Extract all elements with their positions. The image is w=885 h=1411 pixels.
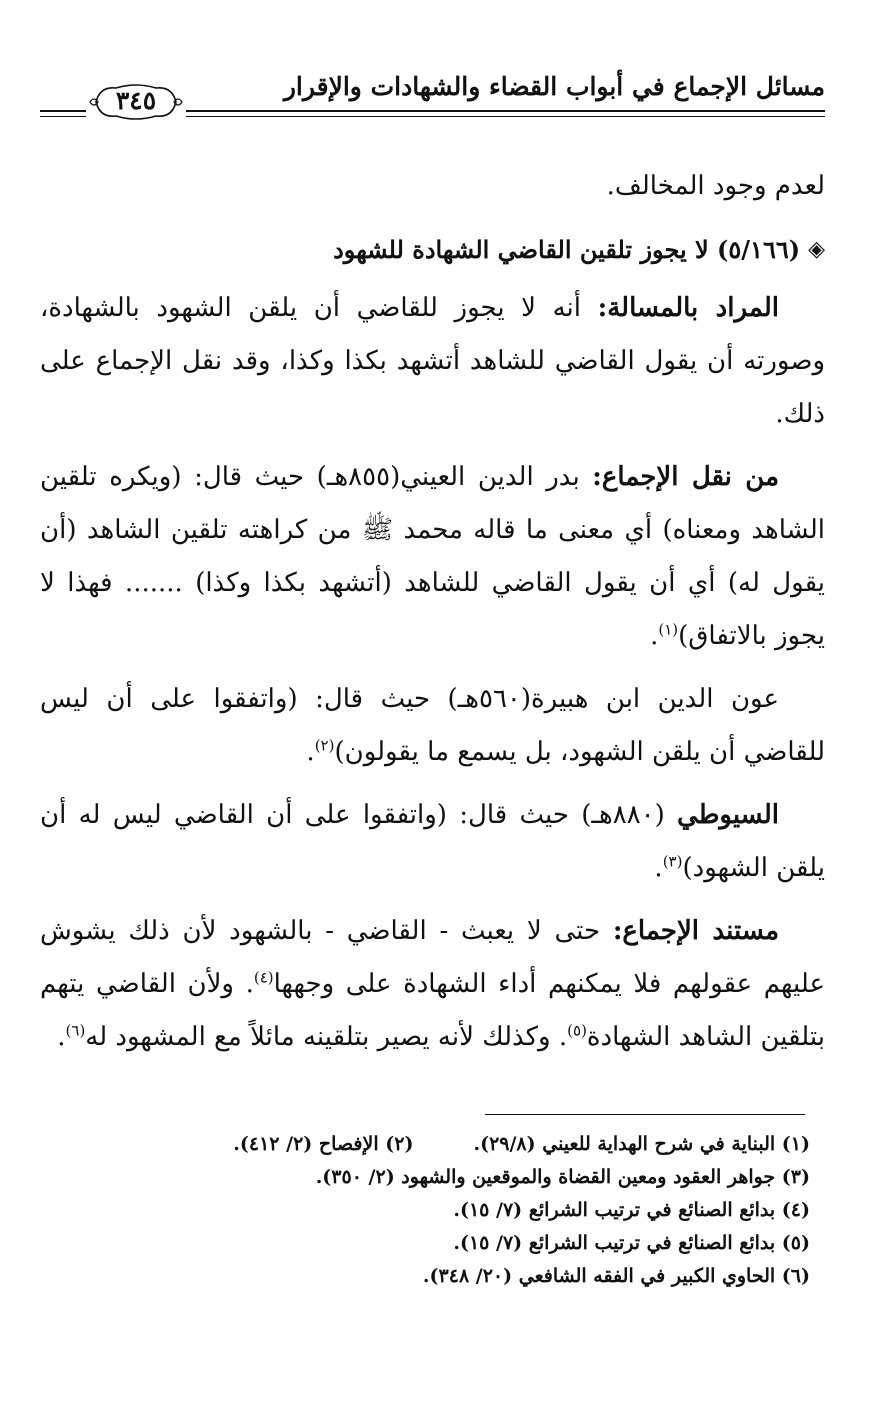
period: .	[654, 853, 663, 883]
basis-text-b: . ولأن القاضي يتهم بتلقين الشاهد الشهادة	[40, 969, 825, 1052]
footnote-row	[40, 1128, 810, 1161]
footnote-ref-1: (١)	[658, 620, 679, 639]
aini-quote: بدر الدين العيني(٨٥٥هـ) حيث قال: (ويكره تلقين الشاهد ومعناه) أي معنى ما قاله محمد ﷺ من كراهته تلقين الشاهد (أن يقول له) أي أن يقول القاضي للشاهد (أتشهد بكذا وكذا) ....... فهذا لا يجوز بالاتفاق)	[40, 462, 825, 651]
page-number: ٣٤٥	[115, 86, 157, 115]
footnote-ref-3: (٣)	[662, 852, 683, 871]
suyuti-quote: (٨٨٠هـ) حيث قال: (واتفقوا على أن القاضي ليس له أن يلقن الشهود)	[40, 800, 825, 883]
basis-text-c: . وكذلك لأنه يصير بتلقينه مائلاً مع المشهود له	[85, 1022, 568, 1052]
footnotes	[40, 1128, 810, 1293]
hubayra-quote: عون الدين ابن هبيرة(٥٦٠هـ) حيث قال: (واتفقوا على أن ليس للقاضي أن يلقن الشهود، بل يسمع ما يقولون)	[40, 684, 825, 767]
issue-heading	[40, 223, 825, 276]
basis-text-a: حتى لا يعبث - القاضي - بالشهود لأن ذلك يشوش عليهم عقولهم فلا يمكنهم أداء الشهادة على وجهها	[40, 916, 826, 999]
intro-line	[40, 160, 825, 213]
intro-text: لعدم وجود المخالف.	[606, 171, 825, 201]
paragraph-suyuti	[40, 789, 825, 895]
main-text	[40, 160, 825, 1074]
footnote-ref-4: (٤)	[253, 968, 274, 987]
period: .	[306, 737, 315, 767]
transmitters-label: من نقل الإجماع:	[592, 462, 780, 492]
footnote-separator	[485, 1114, 805, 1115]
footnote-ref-6: (٦)	[65, 1021, 86, 1040]
footnote-ref-2: (٢)	[314, 736, 335, 755]
diamond-bullet-icon: ◈	[808, 236, 825, 262]
meaning-label: المراد بالمسالة:	[597, 293, 780, 323]
page-header	[40, 68, 825, 128]
meaning-text: أنه لا يجوز للقاضي أن يلقن الشهود بالشهادة، وصورته أن يقول القاضي للشاهد أتشهد بكذا وكذا، وقد نقل الإجماع على ذلك.	[40, 293, 825, 429]
footnote-ref-5: (٥)	[567, 1021, 587, 1040]
suyuti-label: السيوطي	[677, 800, 780, 830]
running-title: مسائل الإجماع في أبواب القضاء والشهادات والإقرار	[283, 72, 825, 101]
issue-heading-text: (٥/١٦٦) لا يجوز تلقين القاضي الشهادة للشهود	[333, 235, 801, 264]
footnote-3: (٣) جواهر العقود ومعين القضاة والموقعين والشهود (٢/ ٣٥٠).	[315, 1166, 810, 1188]
footnote-1: (١) البناية في شرح الهداية للعيني (٢٩/٨).	[473, 1133, 810, 1155]
period: .	[650, 621, 659, 651]
paragraph-basis	[40, 905, 825, 1064]
footnote-5: (٥) بدائع الصنائع في ترتيب الشرائع (٧/ ١٥).	[453, 1232, 810, 1254]
basis-label: مستند الإجماع:	[612, 916, 779, 946]
page-number-ornament	[86, 80, 186, 124]
period: .	[57, 1022, 66, 1052]
footnote-4: (٤) بدائع الصنائع في ترتيب الشرائع (٧/ ١٥).	[453, 1199, 810, 1221]
paragraph-meaning	[40, 282, 825, 441]
paragraph-hubayra	[40, 673, 825, 779]
paragraph-transmitters	[40, 451, 825, 663]
footnote-6: (٦) الحاوي الكبير في الفقه الشافعي (٢٠/ ٣٤٨).	[422, 1265, 810, 1287]
footnote-2: (٢) الإفصاح (٢/ ٤١٢).	[233, 1133, 414, 1155]
